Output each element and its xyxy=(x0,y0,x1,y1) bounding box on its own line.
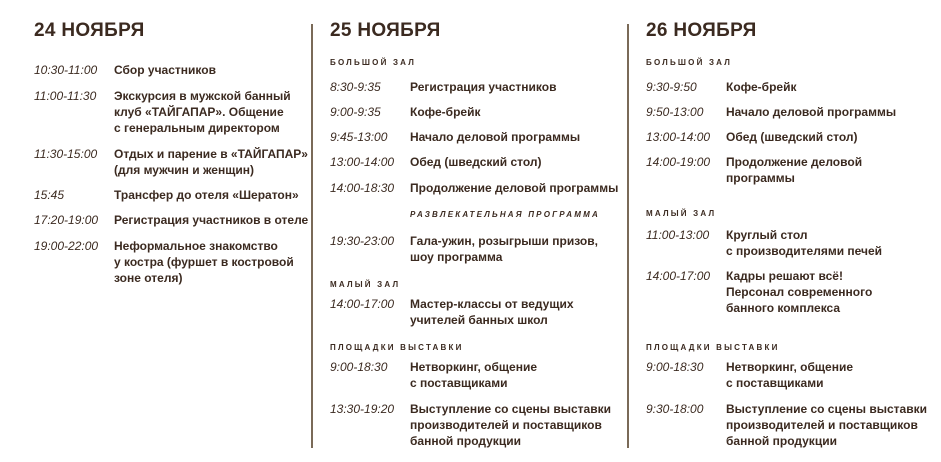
event: Экскурсия в мужской банный клуб «ТАЙГАПАР». Общение с генеральным директором xyxy=(114,89,291,135)
section-heading: БОЛЬШОЙ ЗАЛ xyxy=(646,58,733,67)
section-heading: РАЗВЛЕКАТЕЛЬНАЯ ПРОГРАММА xyxy=(410,210,600,219)
time: 13:00-14:00 xyxy=(330,155,395,169)
event: Кофе-брейк xyxy=(726,80,797,94)
column-divider-2 xyxy=(627,24,629,448)
event: Нетворкинг, общение с поставщиками xyxy=(410,360,538,390)
event: Кадры решают всё! Персонал современного банного комплекса xyxy=(726,269,873,315)
event: Продолжение деловой программы xyxy=(726,155,863,185)
time: 14:00-17:00 xyxy=(646,269,711,283)
event: Нетворкинг, общение с поставщиками xyxy=(726,360,854,390)
event: Неформальное знакомство у костра (фуршет в костровой зоне отеля) xyxy=(114,239,294,285)
time: 9:00-18:30 xyxy=(330,360,388,374)
time: 9:00-18:30 xyxy=(646,360,704,374)
event: Выступление со сцены выставки производителей и поставщиков банной продукции xyxy=(410,402,611,448)
event: Начало деловой программы xyxy=(726,105,897,119)
event: Сбор участников xyxy=(114,63,216,77)
time: 15:45 xyxy=(34,188,65,202)
time: 14:00-19:00 xyxy=(646,155,711,169)
event: Регистрация участников xyxy=(410,80,557,94)
day-title: 25 НОЯБРЯ xyxy=(330,20,441,41)
event: Обед (шведский стол) xyxy=(726,130,858,144)
time: 9:45-13:00 xyxy=(330,130,388,144)
time: 9:00-9:35 xyxy=(330,105,381,119)
time: 14:00-17:00 xyxy=(330,297,395,311)
section-heading: ПЛОЩАДКИ ВЫСТАВКИ xyxy=(646,343,780,352)
event: Гала-ужин, розыгрыши призов, шоу программа xyxy=(410,234,598,264)
time: 14:00-18:30 xyxy=(330,181,395,195)
event: Мастер-классы от ведущих учителей банных школ xyxy=(410,297,574,327)
time: 10:30-11:00 xyxy=(34,63,98,77)
day-title: 26 НОЯБРЯ xyxy=(646,20,757,41)
section-heading: МАЛЫЙ ЗАЛ xyxy=(330,280,401,289)
section-heading: БОЛЬШОЙ ЗАЛ xyxy=(330,58,417,67)
event: Отдых и парение в «ТАЙГАПАР» (для мужчин и женщин) xyxy=(114,147,308,177)
time: 11:00-11:30 xyxy=(34,89,97,103)
event: Регистрация участников в отеле xyxy=(114,213,309,227)
time: 19:30-23:00 xyxy=(330,234,395,248)
section-heading: МАЛЫЙ ЗАЛ xyxy=(646,209,717,218)
time: 11:00-13:00 xyxy=(646,228,710,242)
time: 8:30-9:35 xyxy=(330,80,381,94)
section-heading: ПЛОЩАДКИ ВЫСТАВКИ xyxy=(330,343,464,352)
event: Трансфер до отеля «Шератон» xyxy=(114,188,299,202)
event: Обед (шведский стол) xyxy=(410,155,542,169)
time: 11:30-15:00 xyxy=(34,147,98,161)
day-title: 24 НОЯБРЯ xyxy=(34,20,145,41)
event: Круглый стол с производителями печей xyxy=(726,228,883,258)
event: Кофе-брейк xyxy=(410,105,481,119)
time: 9:30-18:00 xyxy=(646,402,704,416)
event: Выступление со сцены выставки производителей и поставщиков банной продукции xyxy=(726,402,927,448)
time: 13:30-19:20 xyxy=(330,402,395,416)
time: 9:30-9:50 xyxy=(646,80,697,94)
time: 13:00-14:00 xyxy=(646,130,711,144)
time: 19:00-22:00 xyxy=(34,239,99,253)
event: Продолжение деловой программы xyxy=(410,181,619,195)
time: 17:20-19:00 xyxy=(34,213,99,227)
time: 9:50-13:00 xyxy=(646,105,704,119)
event: Начало деловой программы xyxy=(410,130,581,144)
